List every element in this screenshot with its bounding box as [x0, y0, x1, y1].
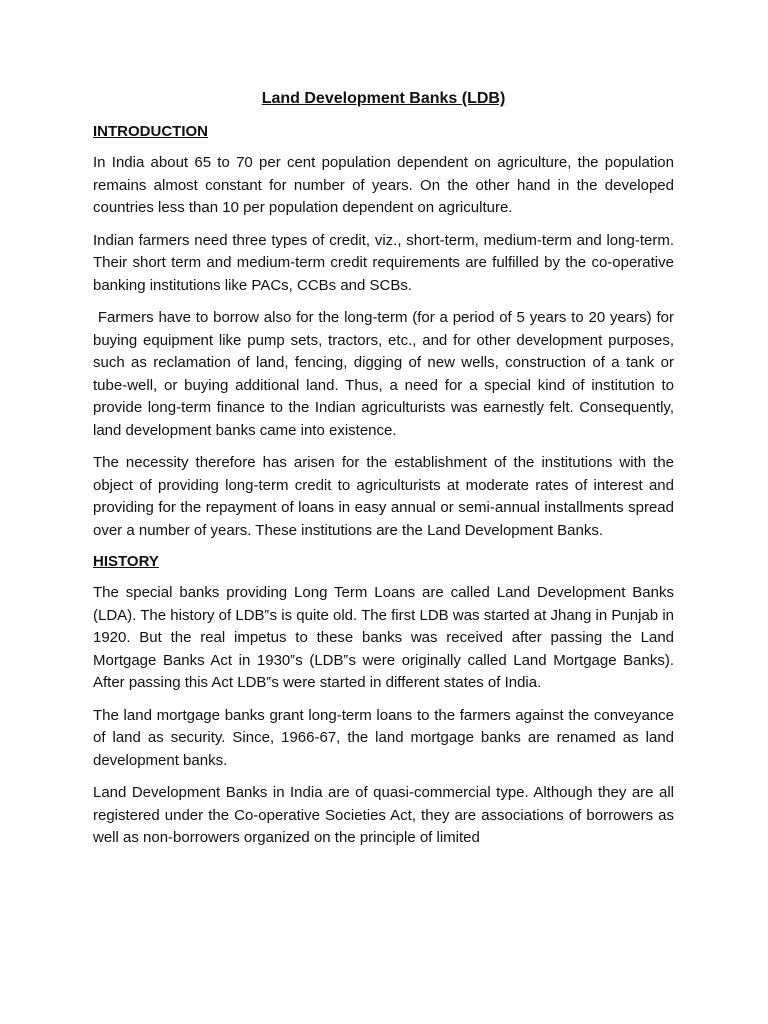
document-title: Land Development Banks (LDB): [261, 90, 506, 107]
history-paragraph-1: The special banks providing Long Term Loans are called Land Development Banks (LDA). The history of LDB‟s is quite old. The first LDB was started at Jhang in Punjab in 1920. But the real impetus to these banks was received after passing the Land Mortgage Banks Act in 1930‟s (LDB‟s were originally called Land Mortgage Banks). After passing this Act LDB‟s were started in different states of India.: [93, 584, 674, 691]
introduction-paragraph-4: The necessity therefore has arisen for the establishment of the institutions with the object of providing long-term credit to agriculturists at moderate rates of interest and providing for the repayment of loans in easy annual or semi-annual installments spread over a number of years. These institutions are the Land Development Banks.: [93, 454, 674, 539]
introduction-heading: INTRODUCTION: [93, 123, 208, 140]
history-paragraph-3: Land Development Banks in India are of quasi-commercial type. Although they are all registered under the Co-operative Societies Act, they are associations of borrowers as well as non-borrowers organized on the principle of limited: [93, 784, 674, 846]
introduction-paragraph-1: In India about 65 to 70 per cent population dependent on agriculture, the population remains almost constant for number of years. On the other hand in the developed countries less than 10 per population dependent on agriculture.: [93, 154, 674, 216]
history-heading: HISTORY: [93, 553, 159, 570]
introduction-paragraph-2: Indian farmers need three types of credit, viz., short-term, medium-term and long-term. Their short term and medium-term credit requirements are fulfilled by the co-operative banking institutions like PACs, CCBs and SCBs.: [93, 231, 674, 294]
history-paragraph-2: The land mortgage banks grant long-term loans to the farmers against the conveyance of land as security. Since, 1966-67, the land mortgage banks are renamed as land development banks.: [93, 706, 674, 769]
document-page: [93, 88, 679, 860]
introduction-paragraph-3: Farmers have to borrow also for the long-term (for a period of 5 years to 20 years) for buying equipment like pump sets, tractors, etc., and for other development purposes, such as reclamation of land, fencing, digging of new wells, construction of a tank or tube-well, or buying additional land. Thus, a need for a special kind of institution to provide long-term finance to the Indian agriculturists was earnestly felt. Consequently, land development banks came into existence.: [93, 309, 679, 439]
